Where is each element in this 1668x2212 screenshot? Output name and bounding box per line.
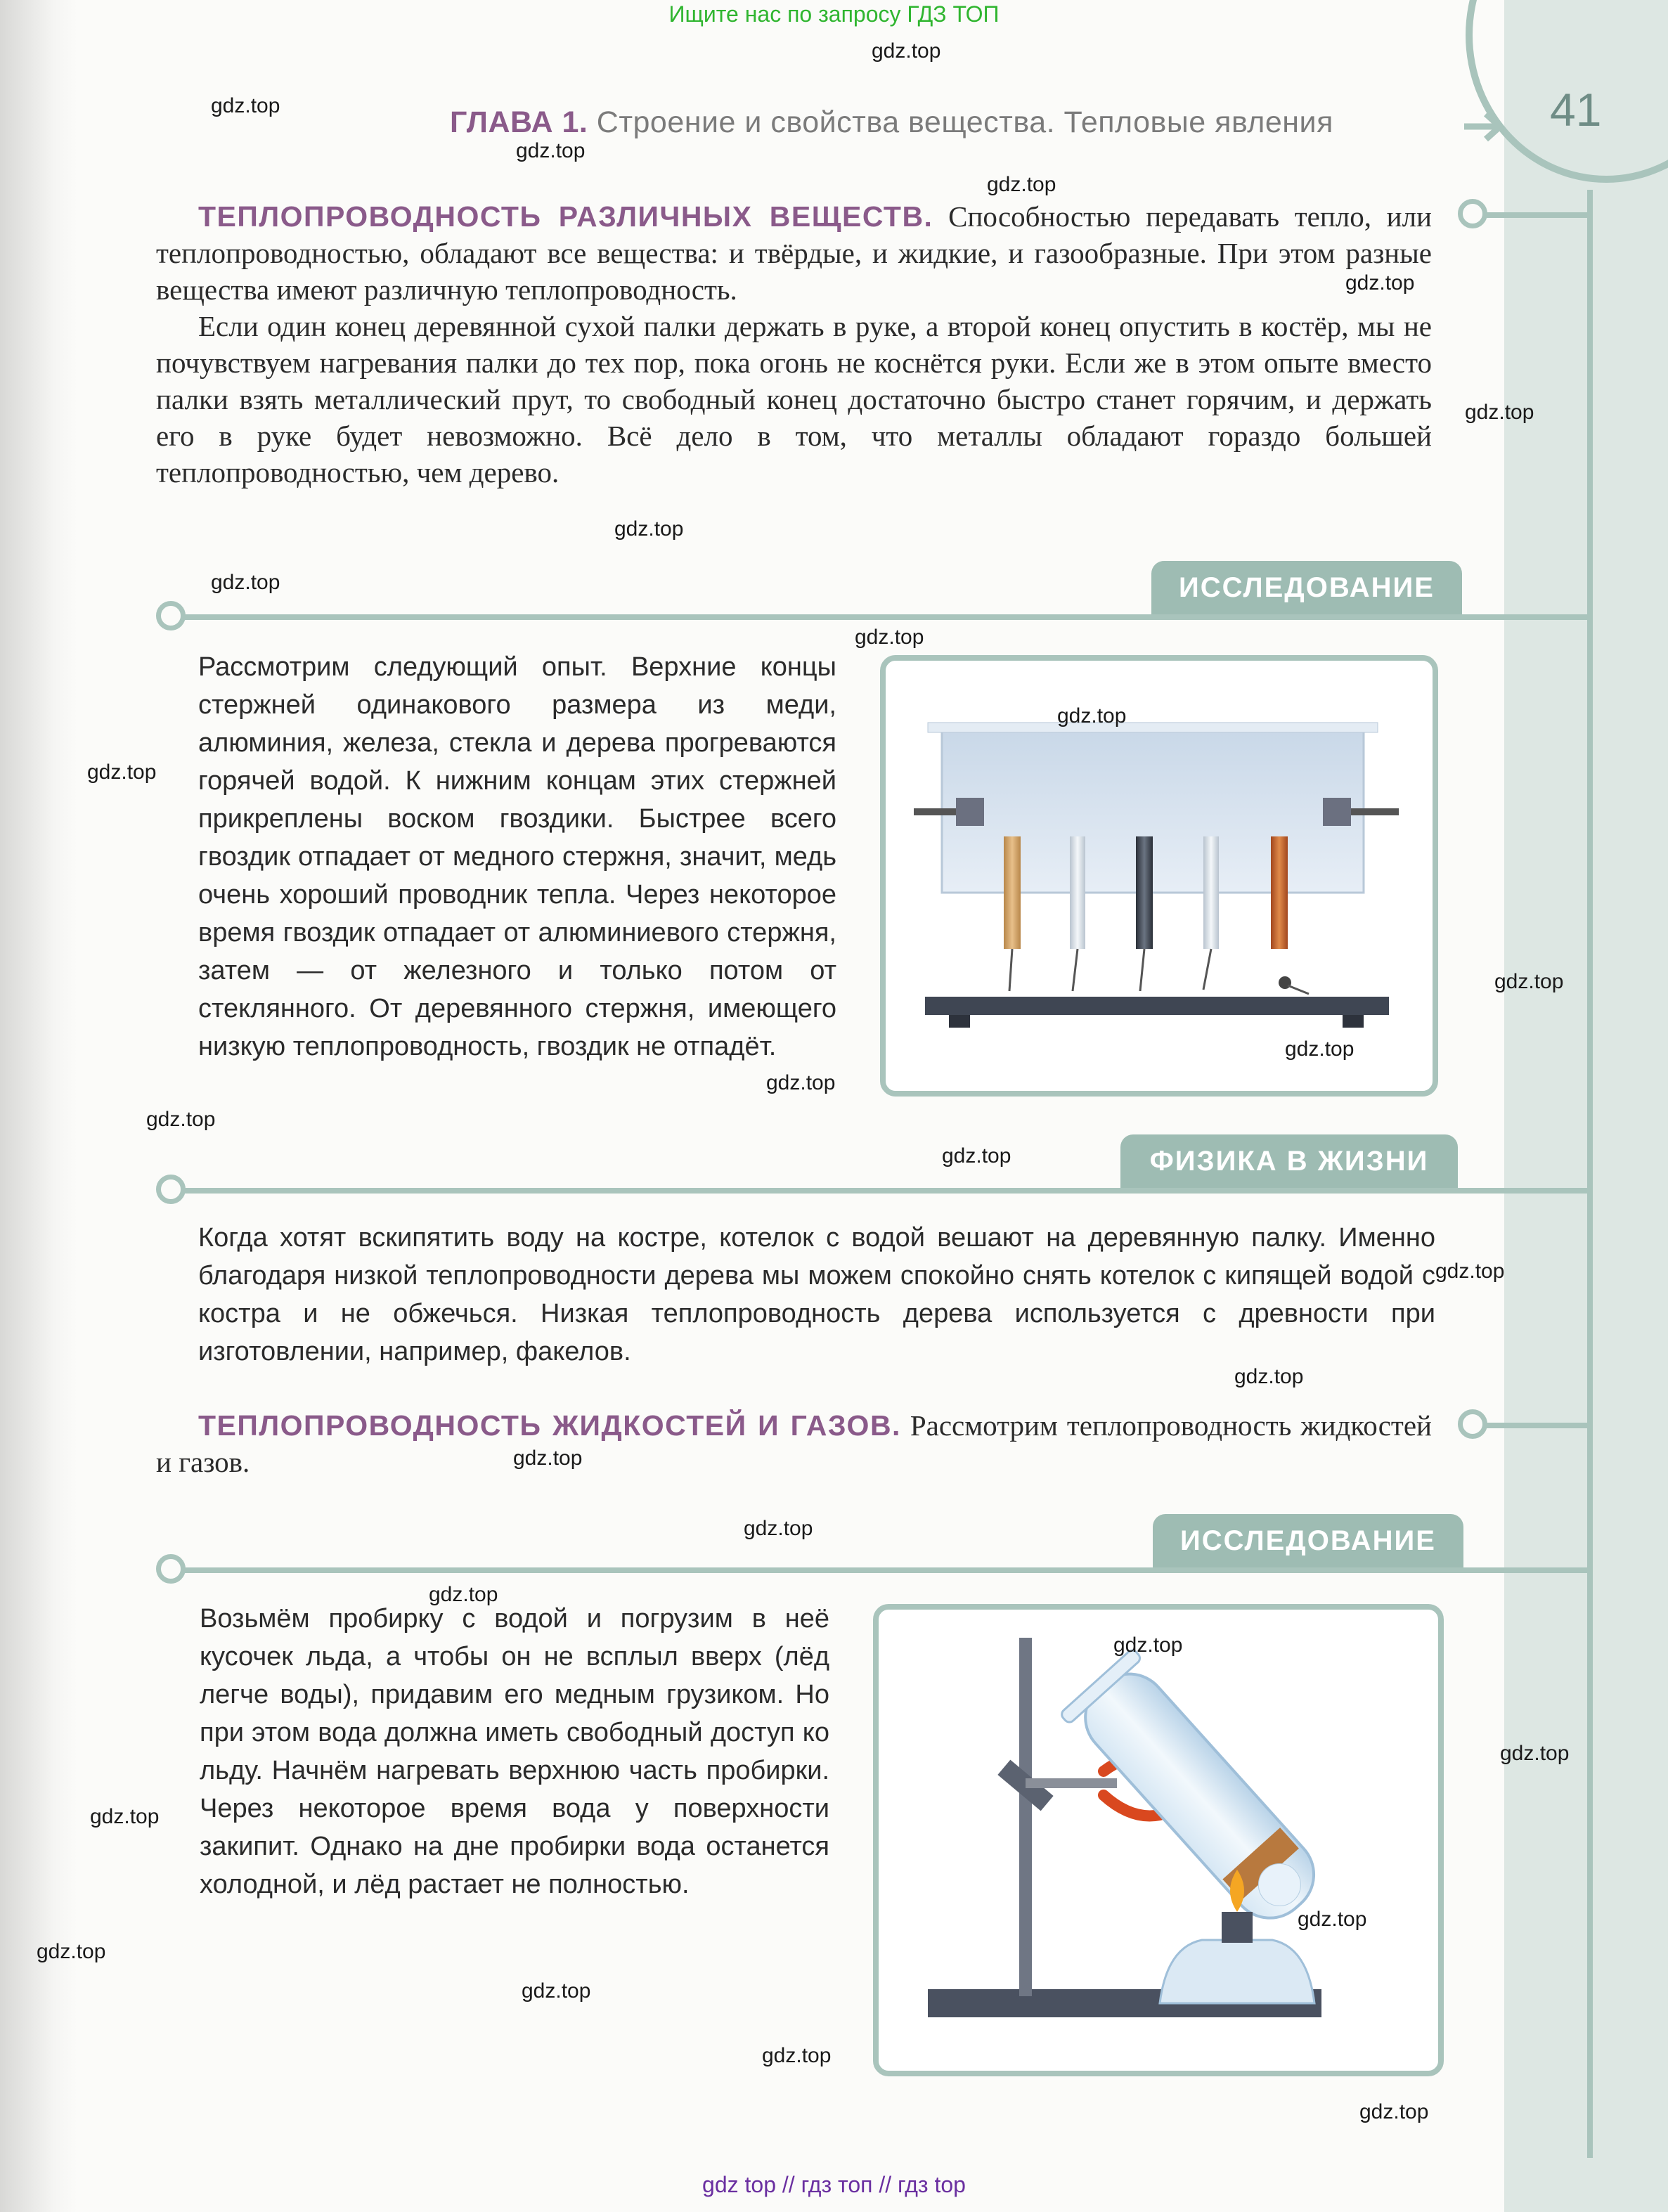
stand-pole (1019, 1638, 1032, 1996)
spirit-lamp (1160, 1940, 1314, 2003)
nail-iron (1140, 949, 1144, 991)
watermark[interactable]: gdz.top (942, 1144, 1011, 1168)
connector-line (1483, 1423, 1589, 1428)
divider-dot (156, 1175, 186, 1204)
chapter-label: ГЛАВА 1. (450, 105, 588, 139)
watermark[interactable]: gdz.top (1285, 1037, 1355, 1061)
section-divider (170, 1567, 1590, 1573)
base-stand (925, 997, 1389, 1015)
watermark[interactable]: gdz.top (766, 1071, 836, 1094)
section-heading: ТЕПЛОПРОВОДНОСТЬ ЖИДКОСТЕЙ И ГАЗОВ. (198, 1409, 901, 1442)
watermark[interactable]: gdz.top (1500, 1742, 1570, 1765)
divider-dot (156, 601, 186, 630)
test-tube-experiment-figure (873, 1604, 1444, 2076)
section-divider (170, 614, 1590, 620)
section-lead: Рассмотрим теплопроводность жидкостей и газов. (156, 1409, 1432, 1478)
footer-links[interactable]: gdz top // гдз топ // гдз top (702, 2172, 966, 2197)
section-lead: Способностью передавать тепло, или теплопроводностью, обладают все вещества: и твёрдые, и жидкие, и газообразные. При этом разные вещества имеют различную теплопроводность. (156, 200, 1432, 306)
research2-text: Возьмём пробирку с водой и погрузим в неё кусочек льда, а чтобы он не всплыл вверх (лёд легче воды), придавим его медным грузиком. Но при этом вода должна иметь свободный доступ ко льду. Начнём нагревать верхнюю часть пробирки. Через некоторое время вода у поверхности закипит. Однако на дне пробирки вода останется холодной, и лёд растает не полностью. (200, 1604, 829, 1899)
lamp-cap (1222, 1912, 1253, 1943)
watermark[interactable]: gdz.top (614, 517, 684, 541)
watermark[interactable]: gdz.top (1298, 1908, 1367, 1931)
bath-rim (928, 723, 1378, 732)
watermark[interactable]: gdz.top (516, 139, 586, 162)
life-text: Когда хотят вскипятить воду на костре, котелок с водой вешают на деревянную палку. Именно благодаря низкой теплопроводности дерева мы можем спокойно снять котелок с кипящей водой с костра и не обжечься. Низкая теплопроводность дерева используется с древности при изготовлении, например, факелов. (198, 1223, 1435, 1366)
watermark[interactable]: gdz.top (429, 1583, 498, 1606)
connector-dot (1458, 1409, 1487, 1439)
research-text: Рассмотрим следующий опыт. Верхние концы стержней одинакового размера из меди, алюминия, железа, стекла и дерева прогреваются горячей водой. К нижним концам этих стержней прикреплены воском гвоздики. Быстрее всего гвоздик отпадает от медного стержня, значит, медь очень хороший проводник тепла. Через некоторое время гвоздик отпадает от алюминиевого стержня, затем — от железного и только потом от стеклянного. От деревянного стержня, имеющего низкую теплопроводность, гвоздик не отпадёт. (198, 652, 836, 1061)
rod-iron (1136, 836, 1153, 949)
connector-dot (1458, 199, 1487, 228)
right-clamp (1323, 798, 1351, 826)
watermark[interactable]: gdz.top (146, 1108, 216, 1131)
nail-wood (1009, 949, 1012, 991)
watermark[interactable]: gdz.top (522, 1979, 591, 2003)
section-theplo-liquids (156, 1407, 1432, 1480)
nail-aluminium (1203, 949, 1211, 990)
search-banner[interactable]: Ищите нас по запросу ГДЗ ТОП (668, 1, 1000, 27)
watermark[interactable]: gdz.top (1435, 1260, 1505, 1283)
watermark[interactable]: gdz.top (211, 571, 280, 594)
margin-vertical-line (1587, 190, 1593, 2158)
stand-foot-left (949, 1015, 970, 1028)
watermark[interactable]: gdz.top (1494, 970, 1564, 993)
physics-in-life-tab: ФИЗИКА В ЖИЗНИ (1120, 1134, 1458, 1188)
rod-glass (1070, 836, 1085, 949)
left-clamp (956, 798, 984, 826)
watermark[interactable]: gdz.top (87, 761, 157, 784)
section-divider (170, 1188, 1590, 1194)
watermark[interactable]: gdz.top (855, 626, 924, 649)
section-paragraph: Если один конец деревянной сухой палки держать в руке, а второй конец опустить в костёр, мы не почувствуем нагревания палки до тех пор, пока огонь не коснётся руки. Если же в этом опыте вместо палки взять металлический прут, то свободный конец достаточно быстро станет горячим, и держать его в руке будет невозможно. Всё дело в том, что металлы обладают гораздо большей теплопроводностью, чем дерево. (156, 310, 1432, 489)
section-heading: ТЕПЛОПРОВОДНОСТЬ РАЗЛИЧНЫХ ВЕЩЕСТВ. (198, 200, 933, 233)
watermark[interactable]: gdz.top (211, 94, 280, 117)
rods-experiment-figure (880, 655, 1438, 1097)
watermark[interactable]: gdz.top (744, 1517, 813, 1540)
margin-strip (1504, 0, 1668, 2212)
research-tab: ИССЛЕДОВАНИЕ (1153, 1514, 1463, 1567)
research-tab: ИССЛЕДОВАНИЕ (1151, 561, 1462, 614)
watermark[interactable]: gdz.top (37, 1940, 106, 1963)
chapter-header (450, 105, 1333, 140)
watermark[interactable]: gdz.top (872, 39, 941, 63)
page-fold-shadow (0, 0, 77, 2212)
clamp-arm (1026, 1778, 1117, 1788)
chapter-title: Строение и свойства вещества. Тепловые явления (596, 105, 1333, 139)
watermark[interactable]: gdz.top (987, 173, 1056, 196)
watermark[interactable]: gdz.top (513, 1447, 583, 1470)
watermark[interactable]: gdz.top (1113, 1634, 1183, 1657)
nail-fallen (1288, 985, 1309, 994)
rods-experiment-illustration (886, 661, 1433, 1091)
connector-line (1483, 212, 1589, 218)
test-tube-illustration (879, 1610, 1438, 2071)
page-number: 41 (1550, 84, 1602, 136)
watermark[interactable]: gdz.top (1057, 704, 1127, 727)
nail-glass (1073, 949, 1078, 991)
watermark[interactable]: gdz.top (762, 2044, 832, 2067)
watermark[interactable]: gdz.top (1359, 2100, 1429, 2123)
section-theplo-solids (156, 198, 1432, 491)
watermark[interactable]: gdz.top (1465, 401, 1534, 424)
stand-foot-right (1343, 1015, 1364, 1028)
arrow-icon (1461, 105, 1510, 148)
divider-dot (156, 1554, 186, 1584)
watermark[interactable]: gdz.top (1234, 1365, 1304, 1388)
rod-copper (1271, 836, 1288, 949)
rod-aluminium (1203, 836, 1219, 949)
rod-wood (1004, 836, 1021, 949)
watermark[interactable]: gdz.top (90, 1805, 160, 1828)
watermark[interactable]: gdz.top (1345, 271, 1415, 295)
